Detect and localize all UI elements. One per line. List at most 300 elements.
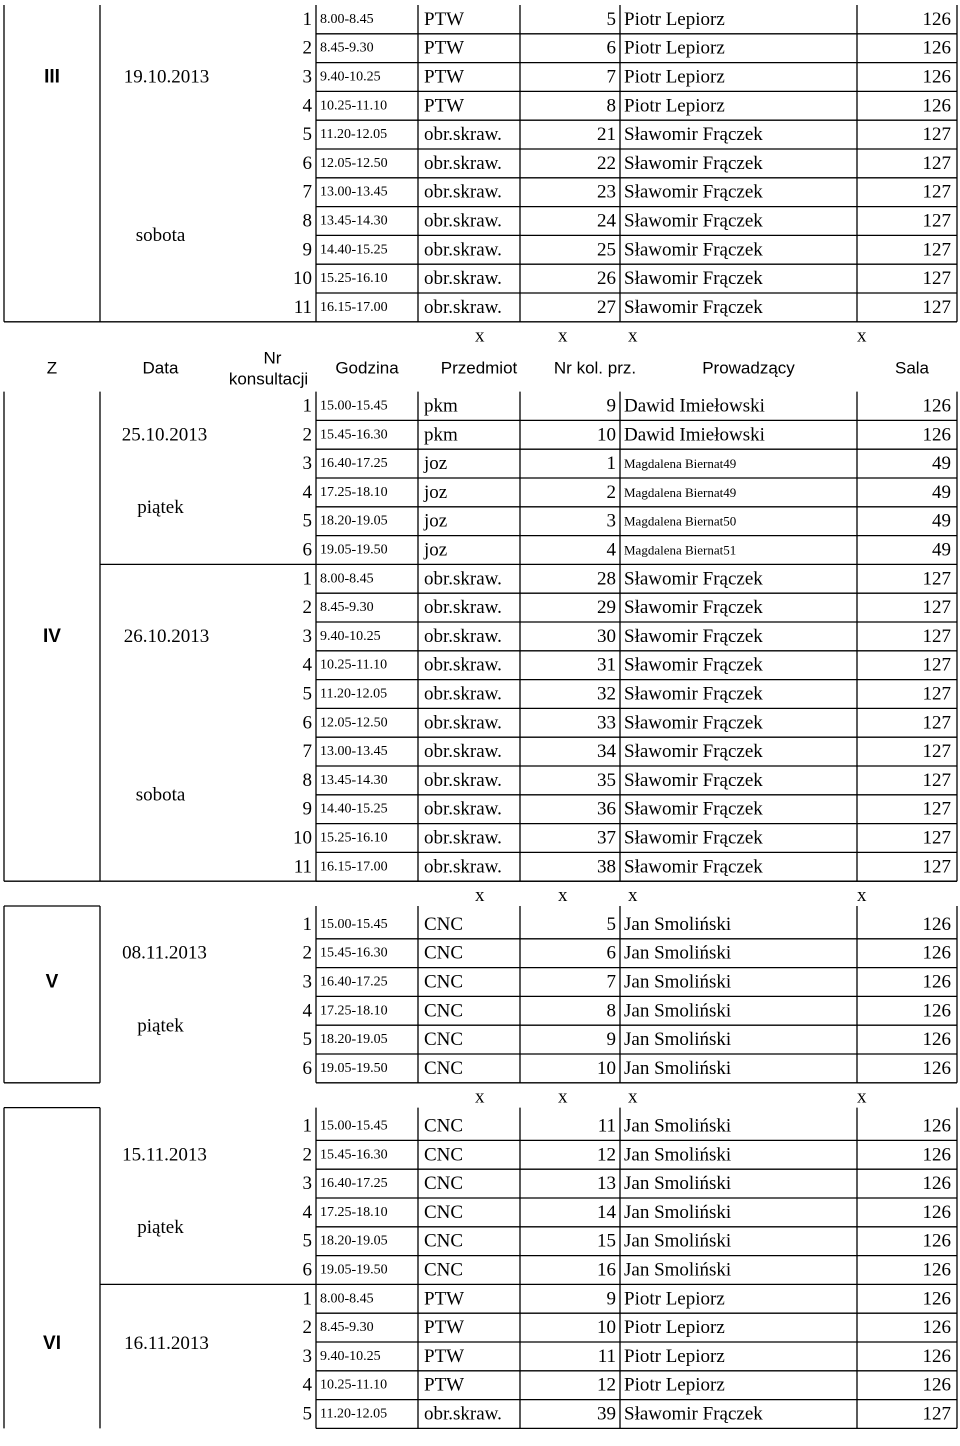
weekday-label: sobota	[135, 224, 186, 246]
consult-number: 11	[293, 856, 312, 878]
teacher-cell: Magdalena Biernat49	[624, 484, 737, 500]
time-cell: 15.25-16.10	[320, 271, 388, 287]
course-number: 5	[606, 8, 616, 30]
date-label: 08.11.2013	[122, 942, 207, 964]
teacher-cell: Dawid Imiełowski	[624, 424, 765, 446]
room-cell: 49	[932, 453, 951, 475]
teacher-cell: Jan Smoliński	[624, 1115, 732, 1137]
consult-number: 6	[302, 152, 312, 174]
room-cell: 126	[922, 1029, 951, 1051]
consult-number: 9	[302, 798, 312, 820]
consult-number: 4	[302, 95, 312, 117]
teacher-cell: Sławomir Frączek	[624, 568, 763, 590]
x-mark: x	[558, 325, 568, 347]
x-mark: x	[857, 325, 867, 347]
room-cell: 49	[932, 539, 951, 561]
header-date: Data	[142, 358, 179, 378]
subject-cell: CNC	[424, 942, 464, 964]
course-number: 2	[606, 481, 616, 503]
consult-number: 2	[302, 942, 312, 964]
date-label: 15.11.2013	[122, 1144, 207, 1166]
room-cell: 127	[922, 856, 951, 878]
time-cell: 13.00-13.45	[320, 184, 388, 200]
x-mark: x	[475, 325, 485, 347]
course-number: 10	[597, 1057, 616, 1079]
consult-number: 4	[302, 1000, 312, 1022]
teacher-cell: Dawid Imiełowski	[624, 395, 765, 417]
consult-number: 8	[302, 210, 312, 232]
room-cell: 126	[922, 395, 951, 417]
consult-number: 4	[302, 654, 312, 676]
teacher-cell: Sławomir Frączek	[624, 152, 763, 174]
subject-cell: obr.skraw.	[424, 597, 502, 619]
teacher-cell: Jan Smoliński	[624, 1173, 732, 1195]
room-cell: 126	[922, 942, 951, 964]
room-cell: 127	[922, 568, 951, 590]
time-cell: 14.40-15.25	[320, 801, 388, 817]
room-cell: 127	[922, 654, 951, 676]
time-cell: 10.25-11.10	[320, 657, 388, 673]
room-cell: 126	[922, 1057, 951, 1079]
teacher-cell: Sławomir Frączek	[624, 683, 763, 705]
subject-cell: CNC	[424, 1029, 464, 1051]
subject-cell: joz	[424, 453, 448, 475]
time-cell: 8.00-8.45	[320, 1291, 374, 1307]
course-number: 27	[597, 296, 616, 318]
consult-number: 5	[302, 1029, 312, 1051]
room-cell: 127	[922, 239, 951, 261]
course-number: 32	[597, 683, 616, 705]
course-number: 21	[597, 124, 616, 146]
course-number: 10	[597, 1317, 616, 1339]
room-cell: 126	[922, 1230, 951, 1252]
time-cell: 15.00-15.45	[320, 916, 388, 932]
time-cell: 15.00-15.45	[320, 398, 388, 414]
header-z: Z	[46, 358, 58, 378]
session-label: VI	[43, 1332, 61, 1354]
teacher-cell: Sławomir Frączek	[624, 268, 763, 290]
course-number: 15	[597, 1230, 616, 1252]
subject-cell: PTW	[424, 95, 465, 117]
course-number: 1	[606, 453, 616, 475]
course-number: 11	[597, 1345, 616, 1367]
subject-cell: PTW	[424, 8, 465, 30]
time-cell: 18.20-19.05	[320, 1032, 388, 1048]
course-number: 24	[597, 210, 616, 232]
course-number: 9	[606, 395, 616, 417]
consult-number: 3	[302, 453, 312, 475]
x-mark: x	[628, 1086, 638, 1108]
teacher-cell: Piotr Lepiorz	[624, 37, 725, 59]
time-cell: 19.05-19.50	[320, 542, 388, 558]
room-cell: 126	[922, 1288, 951, 1310]
time-cell: 16.40-17.25	[320, 1176, 388, 1192]
subject-cell: CNC	[424, 1057, 464, 1079]
consult-number: 5	[302, 510, 312, 532]
subject-cell: obr.skraw.	[424, 568, 502, 590]
room-cell: 127	[922, 712, 951, 734]
consult-number: 4	[302, 481, 312, 503]
consult-number: 6	[302, 539, 312, 561]
course-number: 9	[606, 1288, 616, 1310]
teacher-cell: Piotr Lepiorz	[624, 1374, 725, 1396]
course-number: 31	[597, 654, 616, 676]
teacher-cell: Sławomir Frączek	[624, 741, 763, 763]
teacher-cell: Jan Smoliński	[624, 1057, 732, 1079]
teacher-cell: Jan Smoliński	[624, 942, 732, 964]
subject-cell: obr.skraw.	[424, 827, 502, 849]
subject-cell: obr.skraw.	[424, 625, 502, 647]
course-number: 11	[597, 1115, 616, 1137]
consult-number: 1	[302, 1288, 312, 1310]
subject-cell: CNC	[424, 1173, 464, 1195]
teacher-cell: Jan Smoliński	[624, 913, 732, 935]
subject-cell: obr.skraw.	[424, 268, 502, 290]
subject-cell: PTW	[424, 1374, 465, 1396]
room-cell: 126	[922, 1317, 951, 1339]
teacher-cell: Jan Smoliński	[624, 971, 732, 993]
consult-number: 8	[302, 769, 312, 791]
x-mark: x	[628, 325, 638, 347]
room-cell: 126	[922, 1000, 951, 1022]
room-cell: 126	[922, 1115, 951, 1137]
subject-cell: obr.skraw.	[424, 152, 502, 174]
teacher-cell: Sławomir Frączek	[624, 296, 763, 318]
room-cell: 126	[922, 1201, 951, 1223]
time-cell: 19.05-19.50	[320, 1262, 388, 1278]
teacher-cell: Sławomir Frączek	[624, 1403, 763, 1425]
subject-cell: obr.skraw.	[424, 856, 502, 878]
room-cell: 127	[922, 741, 951, 763]
date-label: 26.10.2013	[123, 625, 210, 647]
time-cell: 15.45-16.30	[320, 1147, 388, 1163]
teacher-cell: Sławomir Frączek	[624, 210, 763, 232]
course-number: 39	[597, 1403, 616, 1425]
header-course-number: Nr kol. prz.	[553, 358, 637, 378]
consult-number: 10	[293, 268, 312, 290]
teacher-cell: Jan Smoliński	[624, 1029, 732, 1051]
teacher-cell: Jan Smoliński	[624, 1201, 732, 1223]
consult-number: 1	[302, 1115, 312, 1137]
subject-cell: obr.skraw.	[424, 296, 502, 318]
subject-cell: obr.skraw.	[424, 683, 502, 705]
room-cell: 126	[922, 1259, 951, 1281]
subject-cell: joz	[424, 481, 448, 503]
teacher-cell: Jan Smoliński	[624, 1230, 732, 1252]
room-cell: 126	[922, 1173, 951, 1195]
room-cell: 126	[922, 1374, 951, 1396]
course-number: 3	[606, 510, 616, 532]
x-mark: x	[558, 1086, 568, 1108]
consult-number: 3	[302, 66, 312, 88]
subject-cell: pkm	[424, 424, 458, 446]
teacher-cell: Sławomir Frączek	[624, 798, 763, 820]
consult-number: 6	[302, 1259, 312, 1281]
teacher-cell: Piotr Lepiorz	[624, 1288, 725, 1310]
time-cell: 13.00-13.45	[320, 744, 388, 760]
consult-number: 4	[302, 1201, 312, 1223]
time-cell: 18.20-19.05	[320, 513, 388, 529]
time-cell: 8.00-8.45	[320, 571, 374, 587]
time-cell: 10.25-11.10	[320, 98, 388, 114]
subject-cell: PTW	[424, 1288, 465, 1310]
teacher-cell: Jan Smoliński	[624, 1259, 732, 1281]
room-cell: 127	[922, 1403, 951, 1425]
course-number: 25	[597, 239, 616, 261]
teacher-cell: Piotr Lepiorz	[624, 95, 725, 117]
subject-cell: joz	[424, 539, 448, 561]
room-cell: 127	[922, 268, 951, 290]
teacher-cell: Magdalena Biernat51	[624, 542, 737, 558]
course-number: 23	[597, 181, 616, 203]
course-number: 12	[597, 1144, 616, 1166]
consult-number: 3	[302, 1173, 312, 1195]
room-cell: 127	[922, 827, 951, 849]
course-number: 16	[597, 1259, 616, 1281]
time-cell: 16.15-17.00	[320, 859, 388, 875]
time-cell: 10.25-11.10	[320, 1377, 388, 1393]
teacher-cell: Piotr Lepiorz	[624, 8, 725, 30]
room-cell: 127	[922, 210, 951, 232]
teacher-cell: Piotr Lepiorz	[624, 66, 725, 88]
session-label: IV	[43, 625, 61, 647]
time-cell: 15.00-15.45	[320, 1118, 388, 1134]
date-label: 25.10.2013	[121, 424, 208, 446]
teacher-cell: Sławomir Frączek	[624, 769, 763, 791]
consult-number: 10	[293, 827, 312, 849]
consult-number: 6	[302, 1057, 312, 1079]
teacher-cell: Sławomir Frączek	[624, 124, 763, 146]
subject-cell: obr.skraw.	[424, 1403, 502, 1425]
subject-cell: obr.skraw.	[424, 210, 502, 232]
room-cell: 127	[922, 769, 951, 791]
time-cell: 8.45-9.30	[320, 40, 374, 56]
time-cell: 9.40-10.25	[320, 628, 381, 644]
consult-number: 1	[302, 568, 312, 590]
subject-cell: CNC	[424, 1115, 464, 1137]
consult-number: 3	[302, 625, 312, 647]
header-teacher: Prowadzący	[702, 358, 795, 378]
subject-cell: CNC	[424, 913, 464, 935]
teacher-cell: Sławomir Frączek	[624, 654, 763, 676]
time-cell: 8.45-9.30	[320, 1320, 374, 1336]
time-cell: 15.25-16.10	[320, 830, 388, 846]
teacher-cell: Jan Smoliński	[624, 1144, 732, 1166]
course-number: 6	[606, 37, 616, 59]
time-cell: 16.40-17.25	[320, 456, 388, 472]
teacher-cell: Sławomir Frączek	[624, 712, 763, 734]
time-cell: 8.00-8.45	[320, 11, 374, 27]
course-number: 28	[597, 568, 616, 590]
time-cell: 17.25-18.10	[320, 484, 388, 500]
header-room: Sala	[894, 358, 930, 378]
x-mark: x	[475, 885, 485, 907]
teacher-cell: Sławomir Frączek	[624, 625, 763, 647]
session-label: V	[45, 971, 59, 993]
time-cell: 11.20-12.05	[320, 1406, 388, 1422]
consult-number: 7	[302, 181, 312, 203]
consult-number: 6	[302, 712, 312, 734]
teacher-cell: Sławomir Frączek	[624, 827, 763, 849]
x-mark: x	[857, 1086, 867, 1108]
teacher-cell: Jan Smoliński	[624, 1000, 732, 1022]
room-cell: 126	[922, 8, 951, 30]
subject-cell: CNC	[424, 1000, 464, 1022]
consult-number: 2	[302, 1144, 312, 1166]
room-cell: 126	[922, 37, 951, 59]
time-cell: 11.20-12.05	[320, 686, 388, 702]
consult-number: 1	[302, 913, 312, 935]
course-number: 7	[606, 971, 616, 993]
consult-number: 5	[302, 124, 312, 146]
consult-number: 5	[302, 1403, 312, 1425]
time-cell: 9.40-10.25	[320, 1348, 381, 1364]
subject-cell: joz	[424, 510, 448, 532]
room-cell: 126	[922, 95, 951, 117]
course-number: 38	[597, 856, 616, 878]
room-cell: 127	[922, 597, 951, 619]
course-number: 30	[597, 625, 616, 647]
consult-number: 9	[302, 239, 312, 261]
room-cell: 127	[922, 296, 951, 318]
time-cell: 15.45-16.30	[320, 427, 388, 443]
room-cell: 127	[922, 152, 951, 174]
time-cell: 16.40-17.25	[320, 974, 388, 990]
course-number: 26	[597, 268, 616, 290]
weekday-label: piątek	[137, 1015, 184, 1037]
session-label: III	[44, 66, 60, 88]
room-cell: 127	[922, 181, 951, 203]
consult-number: 5	[302, 683, 312, 705]
time-cell: 8.45-9.30	[320, 600, 374, 616]
consult-number: 3	[302, 1345, 312, 1367]
consult-number: 1	[302, 8, 312, 30]
time-cell: 12.05-12.50	[320, 715, 388, 731]
consult-number: 2	[302, 424, 312, 446]
subject-cell: obr.skraw.	[424, 239, 502, 261]
consult-number: 2	[302, 1317, 312, 1339]
subject-cell: PTW	[424, 37, 465, 59]
teacher-cell: Sławomir Frączek	[624, 239, 763, 261]
subject-cell: obr.skraw.	[424, 769, 502, 791]
subject-cell: obr.skraw.	[424, 181, 502, 203]
room-cell: 127	[922, 798, 951, 820]
course-number: 36	[597, 798, 616, 820]
date-label: 16.11.2013	[124, 1332, 209, 1354]
subject-cell: CNC	[424, 1230, 464, 1252]
course-number: 10	[597, 424, 616, 446]
time-cell: 12.05-12.50	[320, 155, 388, 171]
teacher-cell: Sławomir Frączek	[624, 856, 763, 878]
header-konsultacji: konsultacji	[228, 369, 309, 389]
x-mark: x	[628, 885, 638, 907]
room-cell: 127	[922, 124, 951, 146]
time-cell: 9.40-10.25	[320, 69, 381, 85]
subject-cell: obr.skraw.	[424, 798, 502, 820]
course-number: 29	[597, 597, 616, 619]
room-cell: 127	[922, 625, 951, 647]
x-mark: x	[857, 885, 867, 907]
weekday-label: piątek	[137, 496, 184, 518]
consult-number: 2	[302, 597, 312, 619]
room-cell: 126	[922, 913, 951, 935]
time-cell: 11.20-12.05	[320, 127, 388, 143]
consult-number: 2	[302, 37, 312, 59]
course-number: 5	[606, 913, 616, 935]
subject-cell: CNC	[424, 971, 464, 993]
consult-number: 5	[302, 1230, 312, 1252]
subject-cell: PTW	[424, 1345, 465, 1367]
course-number: 37	[597, 827, 616, 849]
room-cell: 126	[922, 66, 951, 88]
room-cell: 49	[932, 481, 951, 503]
course-number: 8	[606, 95, 616, 117]
header-nr: Nr	[263, 348, 282, 368]
header-subject: Przedmiot	[440, 358, 518, 378]
course-number: 35	[597, 769, 616, 791]
x-mark: x	[475, 1086, 485, 1108]
teacher-cell: Piotr Lepiorz	[624, 1345, 725, 1367]
consult-number: 7	[302, 741, 312, 763]
subject-cell: CNC	[424, 1144, 464, 1166]
teacher-cell: Sławomir Frączek	[624, 181, 763, 203]
time-cell: 15.45-16.30	[320, 945, 388, 961]
subject-cell: obr.skraw.	[424, 124, 502, 146]
room-cell: 126	[922, 1345, 951, 1367]
course-number: 4	[606, 539, 616, 561]
time-cell: 18.20-19.05	[320, 1233, 388, 1249]
weekday-label: piątek	[137, 1216, 184, 1238]
subject-cell: PTW	[424, 1317, 465, 1339]
time-cell: 17.25-18.10	[320, 1003, 388, 1019]
consult-number: 11	[293, 296, 312, 318]
course-number: 7	[606, 66, 616, 88]
time-cell: 19.05-19.50	[320, 1060, 388, 1076]
subject-cell: CNC	[424, 1201, 464, 1223]
subject-cell: PTW	[424, 66, 465, 88]
subject-cell: obr.skraw.	[424, 654, 502, 676]
x-mark: x	[558, 885, 568, 907]
teacher-cell: Piotr Lepiorz	[624, 1317, 725, 1339]
subject-cell: obr.skraw.	[424, 741, 502, 763]
subject-cell: obr.skraw.	[424, 712, 502, 734]
time-cell: 13.45-14.30	[320, 213, 388, 229]
teacher-cell: Sławomir Frączek	[624, 597, 763, 619]
room-cell: 126	[922, 1144, 951, 1166]
course-number: 22	[597, 152, 616, 174]
consult-number: 1	[302, 395, 312, 417]
time-cell: 14.40-15.25	[320, 242, 388, 258]
consult-number: 3	[302, 971, 312, 993]
course-number: 9	[606, 1029, 616, 1051]
room-cell: 126	[922, 424, 951, 446]
room-cell: 127	[922, 683, 951, 705]
time-cell: 17.25-18.10	[320, 1204, 388, 1220]
teacher-cell: Magdalena Biernat50	[624, 513, 737, 529]
course-number: 33	[597, 712, 616, 734]
room-cell: 126	[922, 971, 951, 993]
course-number: 8	[606, 1000, 616, 1022]
subject-cell: CNC	[424, 1259, 464, 1281]
teacher-cell: Magdalena Biernat49	[624, 456, 737, 472]
subject-cell: pkm	[424, 395, 458, 417]
time-cell: 13.45-14.30	[320, 772, 388, 788]
time-cell: 16.15-17.00	[320, 299, 388, 315]
consult-number: 4	[302, 1374, 312, 1396]
weekday-label: sobota	[135, 784, 186, 806]
date-label: 19.10.2013	[123, 66, 210, 88]
course-number: 6	[606, 942, 616, 964]
